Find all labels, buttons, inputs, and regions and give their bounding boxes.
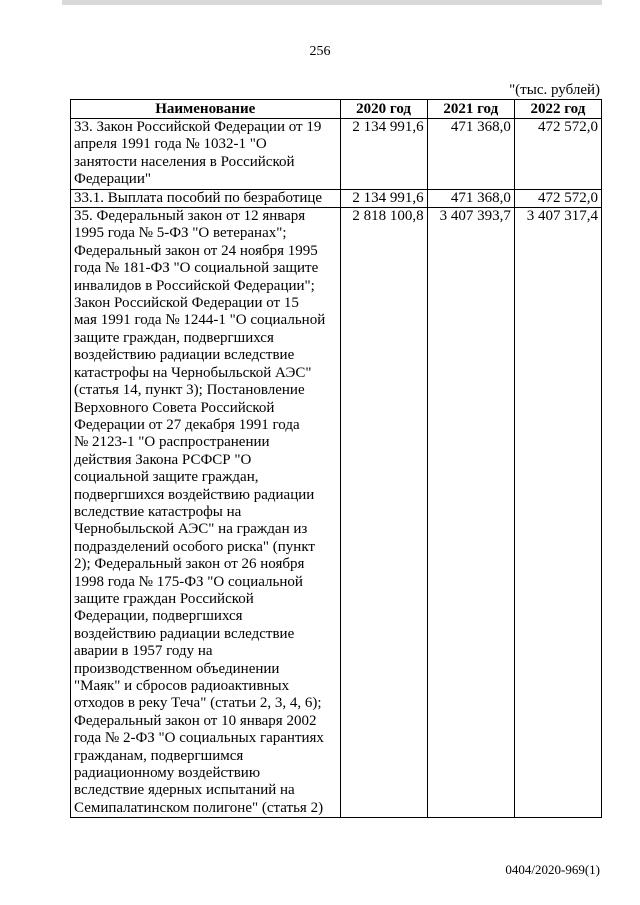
row-name-line: 35. Федеральный закон от 12 января [74,208,306,225]
value-y2022: 3 407 317,4 [514,208,601,818]
row-name-line: отходов в реку Теча" (статьи 2, 3, 4, 6); [74,695,322,712]
row-name-line: № 2123-1 "О распространении [74,434,270,451]
row-name-line: Закон Российской Федерации от 15 [74,295,299,312]
row-name-line: Федерации от 27 декабря 1991 года [74,416,300,433]
header-row [71,100,602,119]
row-name-line: 1998 года № 175-ФЗ "О социальной [74,573,303,590]
row-name-line: подразделений особого риска" (пункт [74,538,315,555]
row-name-cell [71,208,341,818]
row-name-line: воздействию радиации вследствие [74,347,295,364]
row-name-line: апреля 1991 года № 1032-1 "О [74,136,267,153]
row-name-line: занятости населения в Российской [74,153,295,170]
row-name-line: вследствие катастрофы на [74,503,242,520]
row-name-line: года № 181-ФЗ "О социальной защите [74,260,319,277]
row-name-line: 33. Закон Российской Федерации от 19 [74,119,322,135]
row-name-line: защите граждан, подвергшихся [74,329,274,346]
row-name-line: производственном объединении [74,660,280,677]
row-name-line: социальной защите граждан, [74,469,259,486]
row-name-line: 1995 года № 5-ФЗ "О ветеранах"; [74,225,287,242]
budget-table [70,99,602,818]
value-y2021: 471 368,0 [427,189,514,207]
table-row [71,119,602,190]
value-y2020: 2 134 991,6 [340,119,427,190]
row-name-cell [71,189,341,207]
row-name-line: 33.1. Выплата пособий по безработице [74,189,323,206]
row-name-line: инвалидов в Российской Федерации"; [74,277,315,294]
value-y2021: 3 407 393,7 [427,208,514,818]
row-name-line: действия Закона РСФСР "О [74,451,252,468]
row-name-line: года № 2-ФЗ "О социальных гарантиях [74,730,324,747]
row-name-line: Федеральный закон от 10 января 2002 [74,712,317,729]
row-name-line: Федеральный закон от 24 ноября 1995 [74,242,318,259]
row-name-line: воздействию радиации вследствие [74,625,295,642]
row-name-line: Верховного Совета Российской [74,399,275,416]
table-row [71,189,602,207]
value-y2022: 472 572,0 [514,189,601,207]
header-2022: 2022 год [514,100,601,119]
row-name-line: Семипалатинском полигоне" (статья 2) [74,799,324,816]
value-y2022: 472 572,0 [514,119,601,190]
row-name-line: катастрофы на Чернобыльской АЭС" [74,364,312,381]
row-name-line: Чернобыльской АЭС" на граждан из [74,521,308,538]
scan-top-edge [62,0,602,5]
row-name-line: "Маяк" и сбросов радиоактивных [74,678,290,694]
units-label: "(тыс. рублей) [509,82,600,98]
table-row [71,208,602,818]
row-name-line: мая 1991 года № 1244-1 "О социальной [74,312,326,329]
header-2021: 2021 год [427,100,514,119]
row-name-line: подвергшихся воздействию радиации [74,486,315,503]
value-y2021: 471 368,0 [427,119,514,190]
row-name-line: (статья 14, пункт 3); Постановление [74,382,305,399]
header-name: Наименование [71,100,341,119]
row-name-line: 2); Федеральный закон от 26 ноября [74,556,305,573]
row-name-line: Федерации" [74,171,151,188]
value-y2020: 2 818 100,8 [340,208,427,818]
row-name-line: защите граждан Российской [74,590,254,607]
row-name-line: Федерации, подвергшихся [74,608,243,625]
value-y2020: 2 134 991,6 [340,189,427,207]
row-name-line: радиационному воздействию [74,765,261,782]
row-name-line: аварии в 1957 году на [74,643,213,660]
header-2020: 2020 год [340,100,427,119]
row-name-cell [71,119,341,190]
document-code: 0404/2020-969(1) [505,862,600,877]
row-name-line: вследствие ядерных испытаний на [74,782,295,799]
page-number: 256 [309,44,331,59]
row-name-line: гражданам, подвергшимся [74,747,244,764]
